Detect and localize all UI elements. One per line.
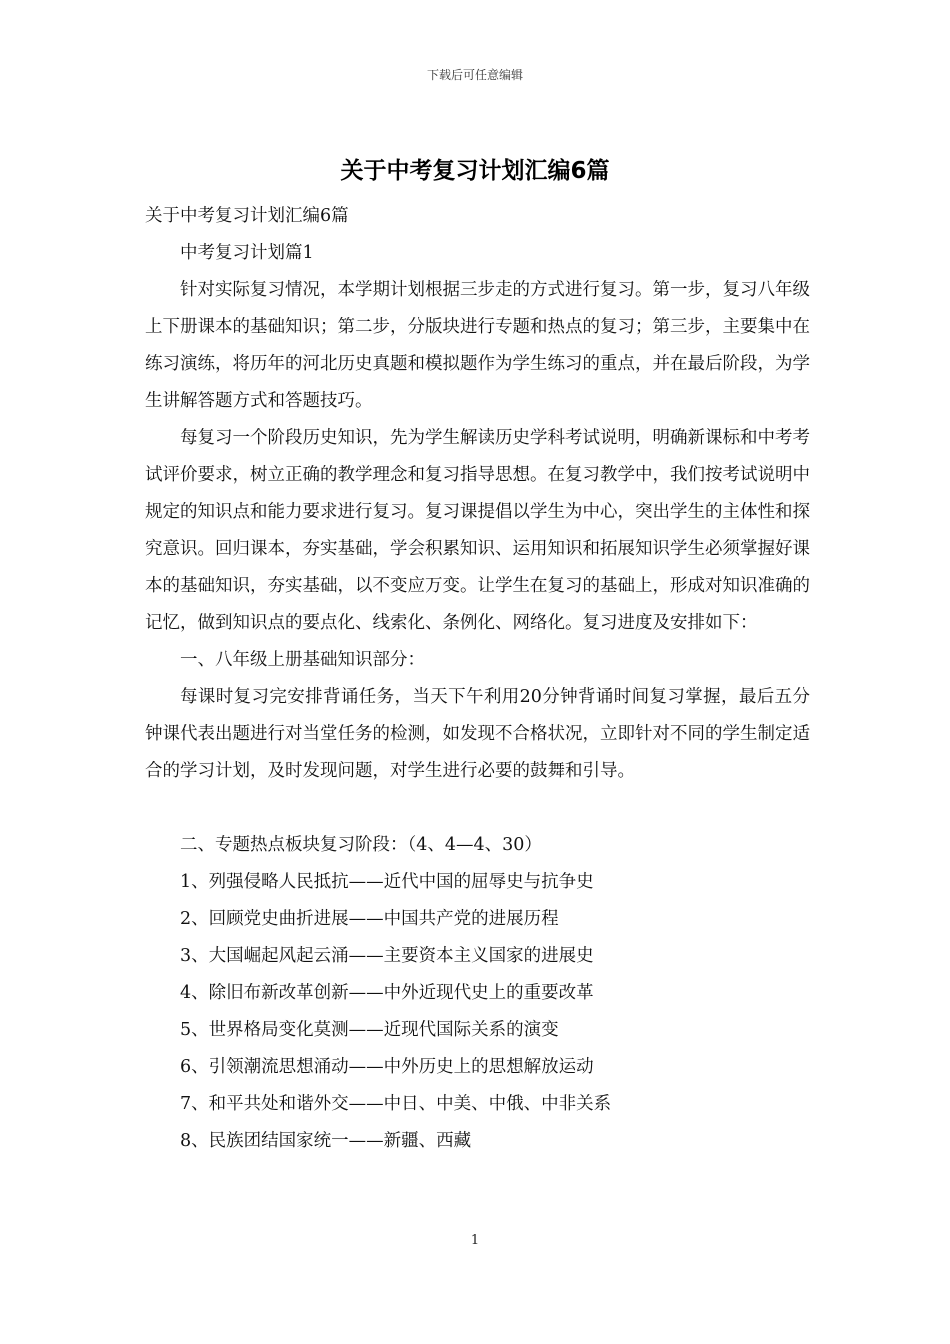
paragraph-2: 每复习一个阶段历史知识，先为学生解读历史学科考试说明，明确新课标和中考考试评价要求，树立正确的教学理念和复习指导思想。在复习教学中，我们按考试说明中规定的知识点和能力要求进行复习。复习课提倡以学生为中心，突出学生的主体性和探究意识。回归课本，夯实基础，学会积累知识、运用知识和拓展知识学生必须掌握好课本的基础知识，夯实基础，以不变应万变。让学生在复习的基础上，形成对知识准确的记忆，做到知识点的要点化、线索化、条例化、网络化。复习进度及安排如下： [145,428,810,633]
section-heading: 中考复习计划篇1 [180,243,314,263]
document-title: 关于中考复习计划汇编6篇 [340,158,610,184]
topic-item: 1、列强侵略人民抵抗——近代中国的屈辱史与抗争史 [180,872,594,892]
topic-item: 7、和平共处和谐外交——中日、中美、中俄、中非关系 [180,1094,612,1114]
topic-item: 5、世界格局变化莫测——近现代国际关系的演变 [180,1020,559,1040]
topic-item: 4、除旧布新改革创新——中外近现代史上的重要改革 [180,983,594,1003]
part-2-heading: 二、专题热点板块复习阶段：（4、4—4、30） [180,835,542,855]
blank-line [145,790,810,827]
paragraph-1: 针对实际复习情况，本学期计划根据三步走的方式进行复习。第一步，复习八年级上下册课本的基础知识；第二步，分版块进行专题和热点的复习；第三步，主要集中在练习演练，将历年的河北历史真题和模拟题作为学生练习的重点，并在最后阶段，为学生讲解答题方式和答题技巧。 [145,280,810,411]
part-1-heading: 一、八年级上册基础知识部分： [180,650,425,670]
topic-item: 8、民族团结国家统一——新疆、西藏 [180,1131,472,1151]
page-number: 1 [470,1233,480,1248]
topic-item: 2、回顾党史曲折进展——中国共产党的进展历程 [180,909,559,929]
document-body [145,198,810,1160]
page-header: 下载后可任意编辑 [426,68,523,82]
paragraph-3: 每课时复习完安排背诵任务，当天下午利用20分钟背诵时间复习掌握，最后五分钟课代表出题进行对当堂任务的检测，如发现不合格状况，立即针对不同的学生制定适合的学习计划，及时发现问题，对学生进行必要的鼓舞和引导。 [145,687,810,781]
topic-item: 6、引领潮流思想涌动——中外历史上的思想解放运动 [180,1057,594,1077]
topic-item: 3、大国崛起风起云涌——主要资本主义国家的进展史 [180,946,594,966]
subtitle: 关于中考复习计划汇编6篇 [145,206,349,226]
